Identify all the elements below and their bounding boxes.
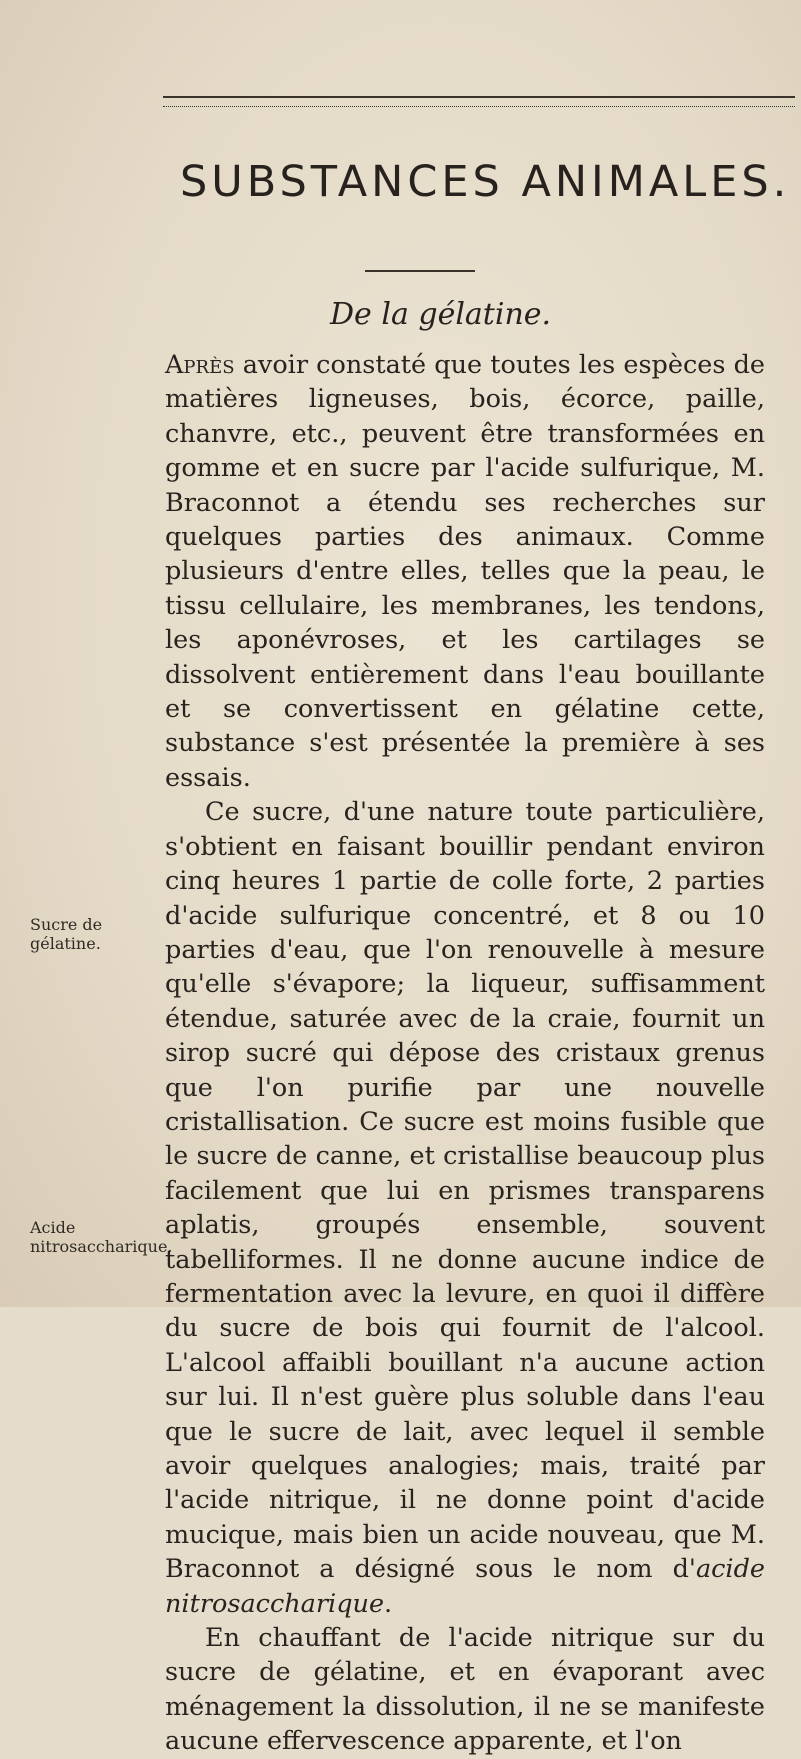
- paragraph-3: [165, 1621, 765, 1759]
- paragraph-2: [165, 795, 765, 1621]
- paragraph-lead-word: Après: [165, 350, 235, 380]
- title-divider: [365, 270, 475, 272]
- body-text: [165, 348, 765, 1759]
- paragraph-1-text: avoir constaté que toutes les espèces de matières ligneuses, bois, écorce, paille, chanvre, etc., peuvent être transformées en gomme et en sucre par l'acide sulfurique, M. Braconnot a étendu ses recherches sur quelques parties des animaux. Comme plusieurs d'entre elles, telles que la peau, le tissu cellulaire, les membranes, les tendons, les aponévroses, et les cartilages se dissolvent entièrement dans l'eau bouillante et se convertissent en gélatine cette, substance s'est présentée la première à ses essais.: [165, 350, 765, 793]
- margin-note-acide: Acide nitrosaccharique.: [30, 1218, 173, 1256]
- section-title: SUBSTANCES ANIMALES.: [180, 157, 791, 207]
- header-ornamental-rule: [163, 96, 795, 107]
- paragraph-3-text: En chauffant de l'acide nitrique sur du sucre de gélatine, et en évaporant avec ménagement la dissolution, il ne se manifeste aucune effervescence apparente, et l'on: [165, 1623, 765, 1757]
- paragraph-2-end: .: [384, 1588, 393, 1619]
- paragraph-1: [165, 348, 765, 795]
- chapter-subtitle: De la gélatine.: [330, 297, 552, 332]
- paragraph-2-text: Ce sucre, d'une nature toute particulière, s'obtient en faisant bouillir pendant environ cinq heures 1 partie de colle forte, 2 parties d'acide sulfurique concentré, et 8 ou 10 parties d'eau, que l'on renouvelle à mesure qu'elle s'évapore; la liqueur, suffisamment étendue, saturée avec de la craie, fournit un sirop sucré qui dépose des cristaux grenus que l'on purifie par une nouvelle cristallisation. Ce sucre est moins fusible que le sucre de canne, et cristallise beaucoup plus facilement que lui en prismes transparens aplatis, groupés ensemble, souvent tabelliformes. Il ne donne aucune indice de fermentation avec la levure, en quoi il diffère du sucre de bois qui fournit de l'alcool. L'alcool affaibli bouillant n'a aucune action sur lui. Il n'est guère plus soluble dans l'eau que le sucre de lait, avec lequel il semble avoir quelques analogies; mais, traité par l'acide nitrique, il ne donne point d'acide mucique, mais bien un acide nouveau, que M. Braconnot a désigné sous le nom d': [165, 797, 765, 1585]
- margin-note-sucre: Sucre de gélatine.: [30, 915, 103, 953]
- paragraph-2-italic-term: acide nitrosaccharique: [165, 1554, 765, 1619]
